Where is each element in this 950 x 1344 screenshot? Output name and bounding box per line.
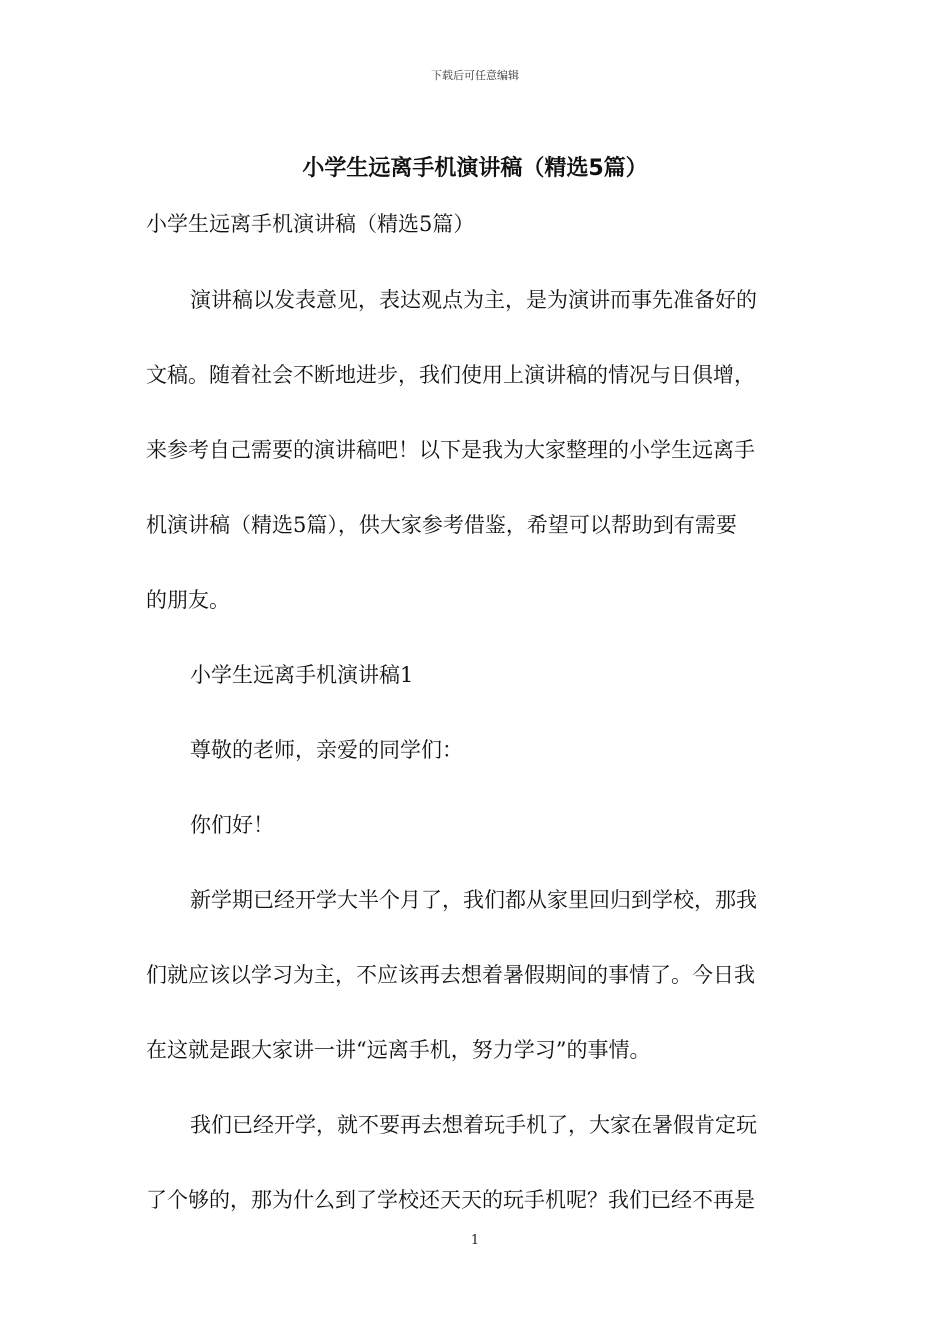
body-line: 了个够的，那为什么到了学校还天天的玩手机呢？我们已经不再是 [146,1188,755,1212]
body-paragraph-2 [146,1088,808,1238]
intro-line: 机演讲稿（精选5篇），供大家参考借鉴，希望可以帮助到有需要 [146,513,737,537]
intro-line: 演讲稿以发表意见，表达观点为主，是为演讲而事先准备好的 [190,288,757,312]
header-note: 下载后可任意编辑 [431,69,519,82]
body-line: 新学期已经开学大半个月了，我们都从家里回归到学校，那我 [190,888,757,912]
salutation: 尊敬的老师，亲爱的同学们： [190,738,463,762]
speech-heading: 小学生远离手机演讲稿1 [190,663,414,687]
body-line: 在这就是跟大家讲一讲“远离手机，努力学习”的事情。 [146,1038,651,1062]
body-paragraph-1 [146,863,808,1088]
greeting: 你们好！ [190,813,274,837]
intro-paragraph [146,263,808,638]
body-line: 我们已经开学，就不要再去想着玩手机了，大家在暑假肯定玩 [190,1113,757,1137]
intro-line: 来参考自己需要的演讲稿吧！以下是我为大家整理的小学生远离手 [146,438,755,462]
page-number: 1 [470,1233,480,1248]
document-subtitle: 小学生远离手机演讲稿（精选5篇） [146,212,475,236]
intro-line: 的朋友。 [146,588,230,612]
document-title: 小学生远离手机演讲稿（精选5篇） [302,156,648,181]
body-line: 们就应该以学习为主，不应该再去想着暑假期间的事情了。今日我 [146,963,755,987]
intro-line: 文稿。随着社会不断地进步，我们使用上演讲稿的情况与日俱增， [146,363,755,387]
